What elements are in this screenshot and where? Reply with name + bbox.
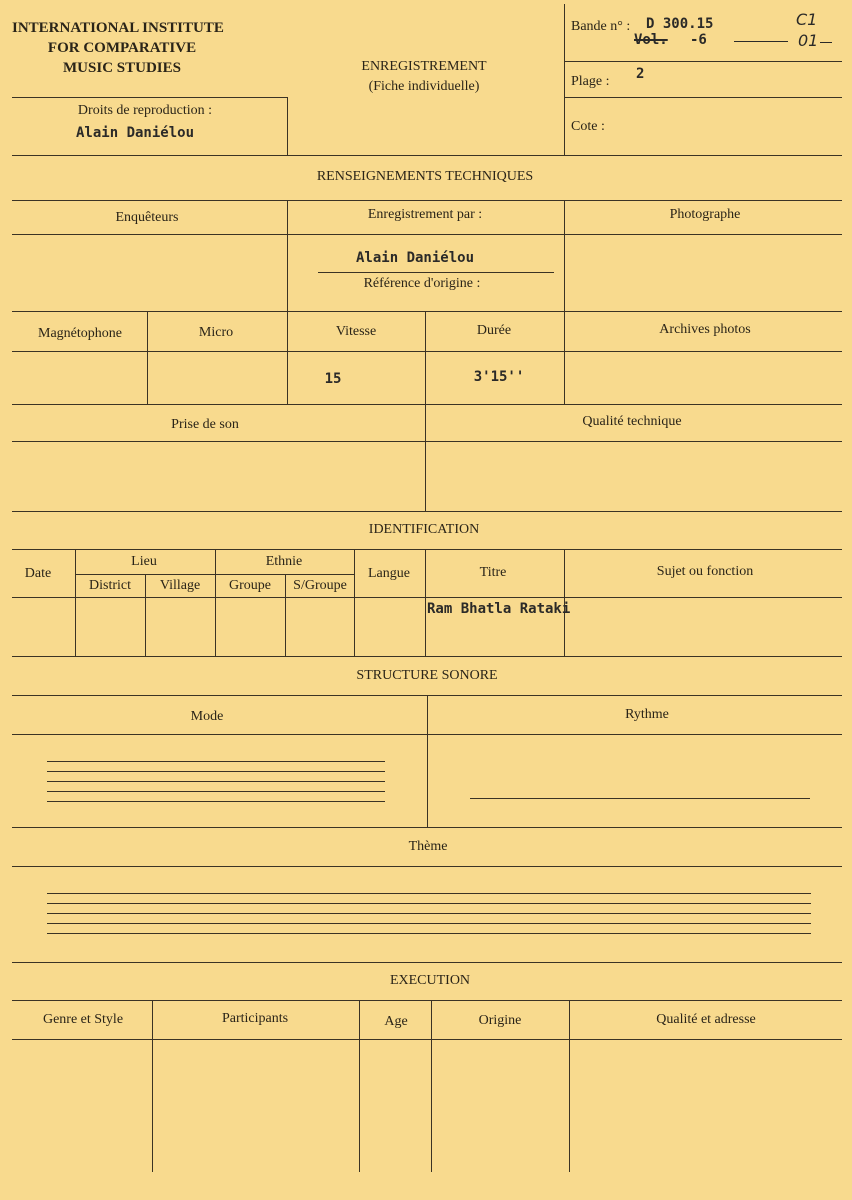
sub-rule xyxy=(75,574,354,575)
section-title-technique: RENSEIGNEMENTS TECHNIQUES xyxy=(316,169,534,184)
reference-origine-label: Référence d'origine : xyxy=(363,276,481,291)
section-rule xyxy=(12,827,842,828)
section-title-structure: STRUCTURE SONORE xyxy=(356,668,498,683)
mode-line xyxy=(47,791,385,792)
row-rule xyxy=(12,351,842,352)
col-rule xyxy=(152,1000,153,1172)
sujet-fonction-label: Sujet ou fonction xyxy=(656,564,754,579)
qualite-adresse-label: Qualité et adresse xyxy=(656,1012,756,1027)
mode-line xyxy=(47,781,385,782)
bande-dash xyxy=(734,41,788,42)
titre-label: Titre xyxy=(479,565,507,580)
col-rule xyxy=(569,1000,570,1172)
plage-value: 2 xyxy=(636,66,645,82)
bande-note-c1: C1 xyxy=(796,10,818,29)
row-rule xyxy=(12,234,842,235)
header-rule-rights xyxy=(12,97,288,98)
rythme-line xyxy=(470,798,810,799)
qualite-technique-label: Qualité technique xyxy=(582,414,682,429)
institute-name-line3: MUSIC STUDIES xyxy=(63,60,181,76)
mode-line xyxy=(47,761,385,762)
district-label: District xyxy=(89,578,131,593)
vitesse-label: Vitesse xyxy=(335,324,377,339)
duree-value: 3'15'' xyxy=(473,369,525,385)
col-rule xyxy=(425,311,426,405)
section-rule xyxy=(12,200,842,201)
col-rule xyxy=(287,311,288,405)
section-rule xyxy=(12,962,842,963)
bande-note-dash xyxy=(820,42,832,43)
lieu-label: Lieu xyxy=(131,554,157,569)
mode-line xyxy=(47,801,385,802)
header-divider-rights xyxy=(287,97,288,156)
genre-style-label: Genre et Style xyxy=(42,1012,124,1027)
col-rule xyxy=(431,1000,432,1172)
ethnie-label: Ethnie xyxy=(265,554,303,569)
section-rule xyxy=(12,866,842,867)
theme-line xyxy=(47,923,811,924)
vitesse-value: 15 xyxy=(324,371,342,387)
theme-line xyxy=(47,913,811,914)
theme-line xyxy=(47,893,811,894)
groupe-label: Groupe xyxy=(229,578,271,593)
photographe-label: Photographe xyxy=(669,207,741,222)
bande-struck-text: Vol. xyxy=(634,32,668,48)
row-rule xyxy=(12,404,842,405)
s-groupe-label: S/Groupe xyxy=(293,578,347,593)
theme-label: Thème xyxy=(408,839,448,854)
row-rule xyxy=(12,1039,842,1040)
section-title-execution: EXECUTION xyxy=(389,973,471,988)
titre-value: Ram Bhatla Rataki xyxy=(427,601,571,617)
header-divider-right xyxy=(564,4,565,156)
cote-label: Cote : xyxy=(571,119,605,134)
col-rule xyxy=(215,549,216,657)
enreg-value-underline xyxy=(318,272,554,273)
col-rule xyxy=(354,549,355,657)
bande-note-01: 01 xyxy=(798,31,819,50)
date-label: Date xyxy=(24,566,52,581)
village-label: Village xyxy=(159,578,201,593)
archives-photos-label: Archives photos xyxy=(659,322,751,337)
header-rule-plage xyxy=(564,97,842,98)
institute-name-line2: FOR COMPARATIVE xyxy=(47,40,197,56)
section-rule xyxy=(12,1000,842,1001)
rythme-label: Rythme xyxy=(625,707,669,722)
col-rule xyxy=(359,1000,360,1172)
institute-name-line1: INTERNATIONAL INSTITUTE xyxy=(12,20,224,36)
section-title-identification: IDENTIFICATION xyxy=(368,522,480,537)
row-rule xyxy=(12,311,842,312)
col-rule xyxy=(285,574,286,657)
bande-label: Bande n° : xyxy=(571,19,631,34)
row-rule xyxy=(12,734,842,735)
origine-label: Origine xyxy=(478,1013,522,1028)
plage-label: Plage : xyxy=(571,74,610,89)
form-subtitle: (Fiche individuelle) xyxy=(368,79,480,94)
form-title: ENREGISTREMENT xyxy=(361,59,487,74)
theme-line xyxy=(47,903,811,904)
enregistrement-par-label: Enregistrement par : xyxy=(367,207,483,222)
col-rule xyxy=(427,695,428,828)
col-rule xyxy=(75,549,76,657)
rights-label: Droits de reproduction : xyxy=(77,103,213,118)
row-rule xyxy=(12,441,842,442)
enqueteurs-label: Enquêteurs xyxy=(115,210,179,225)
mode-line xyxy=(47,771,385,772)
mode-label: Mode xyxy=(190,709,224,724)
theme-line xyxy=(47,933,811,934)
section-rule xyxy=(12,511,842,512)
col-rule xyxy=(425,404,426,512)
bande-value: D 300.15 xyxy=(646,16,714,32)
micro-label: Micro xyxy=(198,325,234,340)
prise-de-son-label: Prise de son xyxy=(171,417,239,432)
col-rule xyxy=(425,549,426,657)
rights-value: Alain Daniélou xyxy=(75,125,195,141)
col-rule xyxy=(564,200,565,405)
section-rule xyxy=(12,155,842,156)
section-rule xyxy=(12,549,842,550)
col-rule xyxy=(147,311,148,405)
participants-label: Participants xyxy=(221,1011,289,1026)
row-rule xyxy=(12,597,842,598)
bande-value-second: -6 xyxy=(690,32,707,48)
col-rule xyxy=(287,200,288,312)
langue-label: Langue xyxy=(368,566,410,581)
magnetophone-label: Magnétophone xyxy=(38,326,122,341)
duree-label: Durée xyxy=(476,323,512,338)
section-rule xyxy=(12,656,842,657)
header-rule-bande xyxy=(564,61,842,62)
enregistrement-par-value: Alain Daniélou xyxy=(355,250,475,266)
col-rule xyxy=(145,574,146,657)
age-label: Age xyxy=(384,1014,408,1029)
